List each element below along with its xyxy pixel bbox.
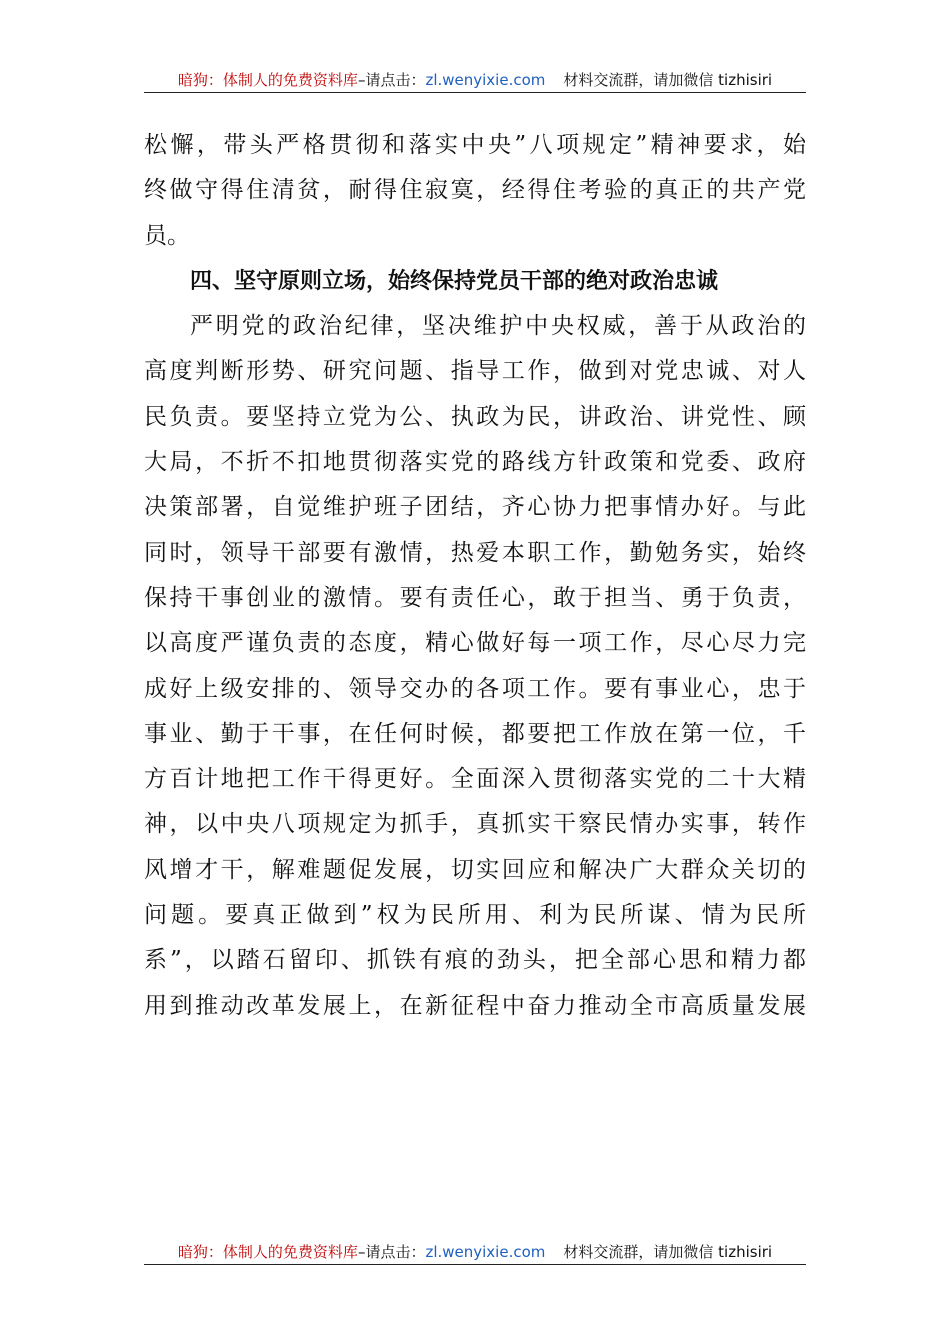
body-line: 成好上级安排的、领导交办的各项工作。要有事业心，忠于 — [144, 675, 806, 702]
body-line: 问题。要真正做到”权为民所用、利为民所谋、情为民所 — [144, 902, 806, 929]
body-line: 系”，以踏石留印、抓铁有痕的劲头，把全部心思和精力都 — [144, 947, 806, 974]
body-line: 决策部署，自觉维护班子团结，齐心协力把事情办好。与此 — [144, 494, 806, 521]
body-line: 以高度严谨负责的态度，精心做好每一项工作，尽心尽力完 — [144, 630, 806, 657]
header-contact: 材料交流群，请加微信 tizhisiri — [563, 71, 773, 89]
header-link[interactable]: zl.wenyixie.com — [425, 71, 546, 89]
footer-link[interactable]: zl.wenyixie.com — [425, 1243, 546, 1261]
body-line: 民负责。要坚持立党为公、执政为民，讲政治、讲党性、顾 — [144, 403, 806, 430]
body-line: 用到推动改革发展上，在新征程中奋力推动全市高质量发展 — [144, 992, 806, 1019]
page-footer — [144, 1240, 806, 1265]
body-line: 大局，不折不扣地贯彻落实党的路线方针政策和党委、政府 — [144, 449, 806, 476]
page-header — [144, 68, 806, 93]
footer-separator: –请点击： — [357, 1243, 426, 1261]
footer-contact: 材料交流群，请加微信 tizhisiri — [563, 1243, 773, 1261]
header-separator: –请点击： — [357, 71, 426, 89]
body-line: 神，以中央八项规定为抓手，真抓实干察民情办实事，转作 — [144, 811, 806, 838]
body-line: 风增才干，解难题促发展，切实回应和解决广大群众关切的 — [144, 856, 806, 883]
body-line: 事业、勤于干事，在任何时候，都要把工作放在第一位，千 — [144, 720, 806, 747]
body-line: 保持干事创业的激情。要有责任心，敢于担当、勇于负责， — [144, 584, 806, 611]
body-line: 同时，领导干部要有激情，热爱本职工作，勤勉务实，始终 — [144, 539, 806, 566]
document-body — [144, 123, 806, 1029]
body-line: 高度判断形势、研究问题、指导工作，做到对党忠诚、对人 — [144, 358, 806, 385]
footer-brand: 暗狗：体制人的免费资料库 — [177, 1243, 358, 1261]
body-line: 终做守得住清贫，耐得住寂寞，经得住考验的真正的共产党 — [144, 177, 806, 204]
body-line: 员。 — [144, 222, 190, 249]
body-line: 严明党的政治纪律，坚决维护中央权威，善于从政治的 — [190, 313, 806, 340]
body-line: 松懈，带头严格贯彻和落实中央”八项规定”精神要求，始 — [144, 132, 806, 158]
header-brand: 暗狗：体制人的免费资料库 — [177, 71, 358, 89]
section-heading: 四、坚守原则立场，始终保持党员干部的绝对政治忠诚 — [190, 268, 719, 294]
body-line: 方百计地把工作干得更好。全面深入贯彻落实党的二十大精 — [144, 766, 806, 793]
